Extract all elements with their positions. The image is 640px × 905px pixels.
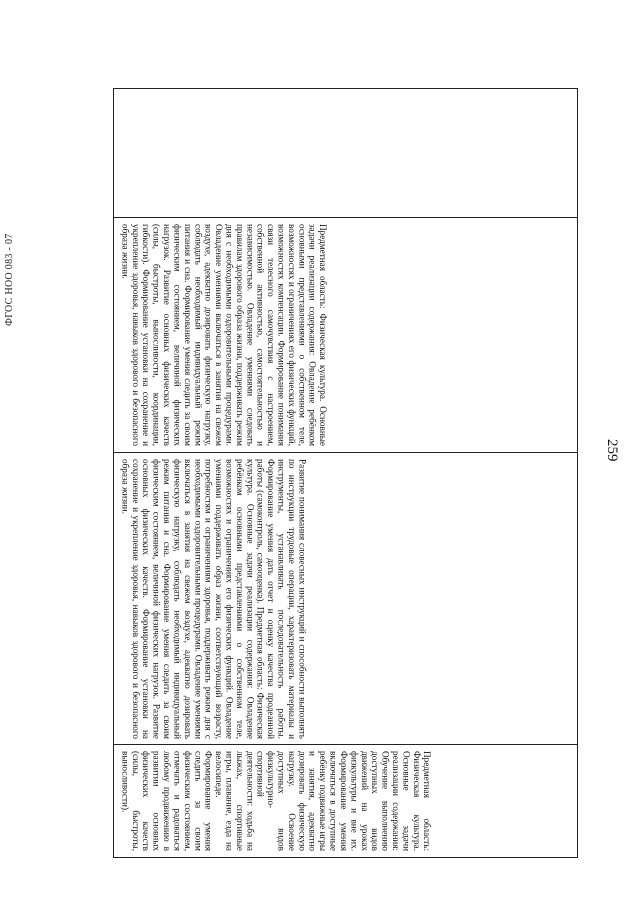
table-column-1 <box>114 89 577 217</box>
standards-table <box>113 88 578 858</box>
column-4-text: Предметная область: Физическая культура. Основные задачи реализации содержания: Обучение выполнению доступных видов движений на уроках физкультуры и вне их. Формирование умения включаться в доступные ребёнку подвижные игры и занятия, адекватно дозировать физическую нагрузку. Освоение доступных видов физкультурно-спортивной деятельности: ходьба на лыжах, спортивные игры, плавание, езда на велосипеде. Формирование умения следить за своим физическим состоянием, отмечать и радоваться любому продвижению в развитии основных физических качеств (силы, быстроты, выносливости). <box>120 751 433 852</box>
column-3-intro: Развитие понимания словесных инструкций и способности выполнять по инструкции трудовые операции, характеризовать материалы и инструменты, устанавливать последовательность работы. Формирование умения дать отчет и оценку качества продеанной работы (самоконтроль, самооценка). <box>255 459 308 739</box>
column-3-body: Предметная область: Физическая культура. Основные задачи реализации содержания: Овладение ребёнком основными представлениями о собственном теле, возможностях и ограничениях его физических функций. Овладение умениями поддерживать образ жизни, соответствующий возрасту, потребностям и ограничениям здоровья, поддерживать режим дня с необходимыми оздоровительными процедурами. Овладение умениями включаться в занятия на свежем воздухе, адекватно дозировать физическую нагрузку, соблюдать необходимый индивидуальный режим питания и сна. Формирование умения следить за своим физическим состоянием, величиной физических нагрузок. Развитие основных физических качеств. Формирование установки на сохранение и укрепление здоровья, навыков здорового и безопасного образа жизни. <box>120 459 266 739</box>
table-column-3 <box>114 452 577 744</box>
document-code: ФГОС НОО 083 - 07 <box>4 233 15 327</box>
column-3-text <box>120 459 307 739</box>
column-2-text: Предметная область: Физическая культура. Основные задачи реализации содержания: Овладение ребёнком основными представлениями о собственном теле, возможностях и ограничениях его физических функций, возможностях компенсации. Формирование понимания связи телесного самочувствия с настроением, собственной активностью, самостоятельностью и независимостью. Овладение умениями следовать правилам здорового образа жизни, поддерживать режим дня с необходимыми оздоровительными процедурами. Овладение умениями включаться в занятия на свежем воздухе, адекватно дозировать физическую нагрузку, соблюдать необходимый индивидуальный режим питания и сна. Формирование умения следить за своим физическим состоянием, величиной физических нагрузок. Развитие основных физических качеств (силы, быстроты, выносливости, координации, гибкости). Формирование установки на сохранение и укрепление здоровья, навыков здорового и безопасного образа жизни. <box>120 224 329 446</box>
page-number: 259 <box>604 438 620 462</box>
table-column-4 <box>114 744 577 857</box>
table-column-2 <box>114 217 577 452</box>
